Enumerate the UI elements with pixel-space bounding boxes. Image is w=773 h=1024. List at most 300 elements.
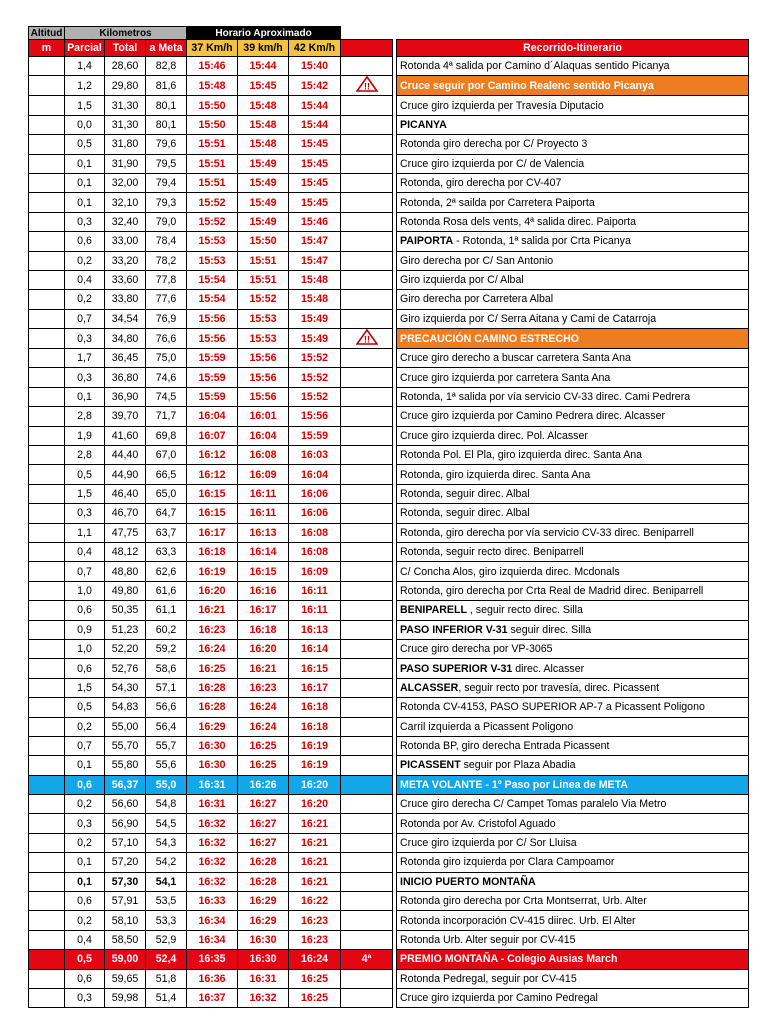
total-cell: 36,90 — [105, 387, 146, 406]
table-row — [29, 581, 749, 600]
table-row — [29, 969, 749, 988]
altitude-cell — [29, 717, 65, 736]
warning-cell — [341, 639, 393, 658]
warning-cell — [341, 911, 393, 930]
group-altitud: Altitud — [29, 27, 65, 40]
route-cell — [397, 96, 749, 115]
warning-cell — [341, 523, 393, 542]
total-cell: 57,30 — [105, 872, 146, 891]
route-text: Cruce giro izquierda direc. Pol. Alcasser — [400, 429, 588, 442]
time-39-cell: 15:53 — [238, 309, 289, 328]
parcial-cell: 0,2 — [65, 795, 105, 814]
meta-cell: 53,3 — [146, 911, 187, 930]
altitude-cell — [29, 57, 65, 76]
table-row — [29, 717, 749, 736]
warning-cell — [341, 795, 393, 814]
time-37-cell: 16:34 — [187, 911, 238, 930]
parcial-cell: 0,1 — [65, 173, 105, 192]
meta-cell: 54,5 — [146, 814, 187, 833]
time-39-cell: 16:32 — [238, 988, 289, 1007]
parcial-cell: 0,6 — [65, 232, 105, 251]
parcial-cell: 0,3 — [65, 814, 105, 833]
altitude-cell — [29, 775, 65, 794]
meta-cell: 57,1 — [146, 678, 187, 697]
route-cell — [397, 620, 749, 639]
warning-cell — [341, 736, 393, 755]
time-42-cell: 15:49 — [289, 309, 341, 328]
time-42-cell: 15:52 — [289, 349, 341, 368]
time-42-cell: 15:46 — [289, 212, 341, 231]
route-text: Rotonda, giro derecha por Crta Real de Madrid direc. Beniparrell — [400, 584, 704, 597]
time-37-cell: 16:33 — [187, 892, 238, 911]
route-highlight: PICANYA — [400, 118, 447, 131]
time-37-cell: 16:12 — [187, 465, 238, 484]
time-42-cell: 15:45 — [289, 154, 341, 173]
time-42-cell: 16:22 — [289, 892, 341, 911]
time-37-cell: 15:56 — [187, 329, 238, 349]
meta-cell: 51,4 — [146, 988, 187, 1007]
route-text: C/ Concha Alos, giro izquierda direc. Mcdonals — [400, 565, 620, 578]
total-cell: 56,90 — [105, 814, 146, 833]
time-37-cell: 16:15 — [187, 504, 238, 523]
time-39-cell: 15:56 — [238, 368, 289, 387]
time-39-cell: 15:56 — [238, 387, 289, 406]
parcial-cell: 0,9 — [65, 620, 105, 639]
route-cell — [397, 562, 749, 581]
table-row — [29, 988, 749, 1007]
route-text: Giro derecha por C/ San Antonio — [400, 254, 554, 267]
meta-cell: 63,3 — [146, 542, 187, 561]
route-cell — [397, 678, 749, 697]
parcial-cell: 1,9 — [65, 426, 105, 445]
warning-cell — [341, 212, 393, 231]
route-cell — [397, 270, 749, 289]
meta-cell: 66,5 — [146, 465, 187, 484]
route-cell — [397, 57, 749, 76]
parcial-cell: 0,5 — [65, 135, 105, 154]
time-42-cell: 16:14 — [289, 639, 341, 658]
table-row — [29, 678, 749, 697]
parcial-cell: 0,2 — [65, 911, 105, 930]
route-text: Rotonda giro izquierda por Clara Campoamor — [400, 856, 615, 869]
time-37-cell: 16:37 — [187, 988, 238, 1007]
route-text: Rotonda CV-4153, PASO SUPERIOR AP-7 a Picassent Poligono — [400, 701, 705, 714]
meta-cell: 55,7 — [146, 736, 187, 755]
parcial-cell: 0,6 — [65, 969, 105, 988]
altitude-cell — [29, 562, 65, 581]
route-text: direc. Alcasser — [512, 662, 585, 675]
time-37-cell: 15:53 — [187, 232, 238, 251]
time-37-cell: 16:21 — [187, 601, 238, 620]
time-39-cell: 15:49 — [238, 212, 289, 231]
time-42-cell: 16:13 — [289, 620, 341, 639]
route-text: Rotonda Rosa dels vents, 4ª salida direc. Paiporta — [400, 215, 636, 228]
route-text: Rotonda 4ª salida por Camino d´Alaquas sentido Picanya — [400, 60, 670, 73]
route-cell — [397, 212, 749, 231]
altitude-cell — [29, 309, 65, 328]
warning-cell — [341, 601, 393, 620]
parcial-cell: 0,1 — [65, 387, 105, 406]
altitude-cell — [29, 601, 65, 620]
time-37-cell: 15:59 — [187, 368, 238, 387]
time-39-cell: 16:11 — [238, 484, 289, 503]
altitude-cell — [29, 329, 65, 349]
route-text: Rotonda incorporación CV-415 diirec. Urb. El Alter — [400, 914, 636, 927]
warning-cell — [341, 562, 393, 581]
route-text: Cruce giro derecho a buscar carretera Santa Ana — [400, 352, 631, 365]
route-highlight: INICIO PUERTO MONTAÑA — [400, 875, 536, 888]
parcial-cell: 0,4 — [65, 930, 105, 949]
route-text: seguir por Plaza Abadia — [460, 759, 576, 772]
route-cell — [397, 775, 749, 794]
time-39-cell: 16:31 — [238, 969, 289, 988]
time-39-cell: 16:11 — [238, 504, 289, 523]
warning-cell — [341, 154, 393, 173]
table-row — [29, 368, 749, 387]
total-cell: 55,70 — [105, 736, 146, 755]
table-row — [29, 736, 749, 755]
altitude-cell — [29, 173, 65, 192]
route-highlight: BENIPARELL — [400, 604, 467, 617]
route-cell — [397, 601, 749, 620]
altitude-cell — [29, 212, 65, 231]
time-37-cell: 16:24 — [187, 639, 238, 658]
time-39-cell: 16:09 — [238, 465, 289, 484]
time-37-cell: 16:32 — [187, 814, 238, 833]
route-cell — [397, 523, 749, 542]
parcial-cell: 1,7 — [65, 349, 105, 368]
parcial-cell: 1,0 — [65, 581, 105, 600]
time-37-cell: 15:52 — [187, 212, 238, 231]
table-row — [29, 523, 749, 542]
route-highlight: PICASSENT — [400, 759, 461, 772]
route-text: , seguir recto por travesía, direc. Picassent — [458, 681, 660, 694]
route-cell — [397, 853, 749, 872]
altitude-cell — [29, 736, 65, 755]
time-39-cell: 16:15 — [238, 562, 289, 581]
warning-cell — [341, 969, 393, 988]
meta-cell: 53,5 — [146, 892, 187, 911]
total-cell: 57,20 — [105, 853, 146, 872]
meta-cell: 65,0 — [146, 484, 187, 503]
time-39-cell: 16:20 — [238, 639, 289, 658]
parcial-cell: 0,5 — [65, 465, 105, 484]
route-cell — [397, 484, 749, 503]
route-text: Rotonda, seguir recto direc. Beniparrell — [400, 546, 584, 559]
time-42-cell: 16:19 — [289, 756, 341, 775]
parcial-cell: 2,8 — [65, 446, 105, 465]
time-39-cell: 15:44 — [238, 57, 289, 76]
time-42-cell: 16:20 — [289, 795, 341, 814]
table-row — [29, 542, 749, 561]
total-cell: 52,76 — [105, 659, 146, 678]
time-37-cell: 15:52 — [187, 193, 238, 212]
total-cell: 36,80 — [105, 368, 146, 387]
time-42-cell: 15:56 — [289, 407, 341, 426]
time-42-cell: 16:21 — [289, 853, 341, 872]
group-kilometros: Kilometros — [65, 27, 187, 40]
meta-cell: 60,2 — [146, 620, 187, 639]
warning-cell — [341, 387, 393, 406]
total-cell: 31,30 — [105, 96, 146, 115]
parcial-cell: 0,0 — [65, 115, 105, 134]
meta-cell: 82,8 — [146, 57, 187, 76]
time-37-cell: 16:30 — [187, 736, 238, 755]
table-row — [29, 911, 749, 930]
route-cell — [397, 639, 749, 658]
itinerary-table — [28, 26, 749, 1008]
meta-cell: 59,2 — [146, 639, 187, 658]
altitude-cell — [29, 251, 65, 270]
parcial-cell: 1,5 — [65, 484, 105, 503]
route-text: META VOLANTE - 1º Paso por Linea de META — [400, 778, 628, 791]
route-cell — [397, 698, 749, 717]
col-meta: a Meta — [146, 40, 187, 57]
meta-cell: 61,1 — [146, 601, 187, 620]
time-42-cell: 16:04 — [289, 465, 341, 484]
time-39-cell: 15:48 — [238, 96, 289, 115]
parcial-cell: 0,1 — [65, 872, 105, 891]
parcial-cell: 0,2 — [65, 290, 105, 309]
route-cell — [397, 504, 749, 523]
route-text: Giro derecha por Carretera Albal — [400, 293, 554, 306]
time-42-cell: 16:11 — [289, 581, 341, 600]
total-cell: 59,00 — [105, 950, 146, 969]
route-cell — [397, 930, 749, 949]
time-42-cell: 16:17 — [289, 678, 341, 697]
warning-icon — [356, 336, 378, 348]
time-42-cell: 15:44 — [289, 115, 341, 134]
total-cell: 33,80 — [105, 290, 146, 309]
warning-cell — [341, 309, 393, 328]
meta-cell: 79,0 — [146, 212, 187, 231]
table-row — [29, 115, 749, 134]
parcial-cell: 0,3 — [65, 368, 105, 387]
time-37-cell: 16:19 — [187, 562, 238, 581]
meta-cell: 71,7 — [146, 407, 187, 426]
meta-cell: 79,3 — [146, 193, 187, 212]
time-37-cell: 16:32 — [187, 872, 238, 891]
warning-cell — [341, 96, 393, 115]
altitude-cell — [29, 659, 65, 678]
total-cell: 29,80 — [105, 76, 146, 96]
altitude-cell — [29, 678, 65, 697]
parcial-cell: 1,5 — [65, 678, 105, 697]
time-37-cell: 16:23 — [187, 620, 238, 639]
route-cell — [397, 154, 749, 173]
route-cell — [397, 950, 749, 969]
route-text: Rotonda por Av. Cristofol Aguado — [400, 817, 556, 830]
time-39-cell: 16:13 — [238, 523, 289, 542]
time-39-cell: 16:21 — [238, 659, 289, 678]
warning-cell — [341, 775, 393, 794]
route-text: Giro izquierda por C/ Serra Aitana y Cami de Catarroja — [400, 312, 657, 325]
altitude-cell — [29, 911, 65, 930]
time-37-cell: 15:53 — [187, 251, 238, 270]
time-39-cell: 15:48 — [238, 115, 289, 134]
time-39-cell: 15:51 — [238, 270, 289, 289]
parcial-cell: 0,1 — [65, 853, 105, 872]
time-37-cell: 16:17 — [187, 523, 238, 542]
total-cell: 54,30 — [105, 678, 146, 697]
time-37-cell: 15:50 — [187, 96, 238, 115]
total-cell: 58,10 — [105, 911, 146, 930]
warning-cell — [341, 290, 393, 309]
altitude-cell — [29, 698, 65, 717]
time-39-cell: 16:30 — [238, 930, 289, 949]
time-39-cell: 16:04 — [238, 426, 289, 445]
route-text: Rotonda Pol. El Pla, giro izquierda direc. Santa Ana — [400, 449, 643, 462]
table-row — [29, 329, 749, 349]
warning-icon — [356, 83, 378, 95]
time-39-cell: 16:17 — [238, 601, 289, 620]
time-42-cell: 16:23 — [289, 911, 341, 930]
route-text: Rotonda Pedregal, seguir por CV-415 — [400, 972, 577, 985]
parcial-cell: 0,6 — [65, 601, 105, 620]
total-cell: 48,80 — [105, 562, 146, 581]
time-39-cell: 16:01 — [238, 407, 289, 426]
total-cell: 33,20 — [105, 251, 146, 270]
altitude-cell — [29, 542, 65, 561]
itinerary-sheet — [28, 26, 748, 1008]
time-37-cell: 15:51 — [187, 173, 238, 192]
meta-cell: 56,6 — [146, 698, 187, 717]
table-row — [29, 562, 749, 581]
table-row — [29, 950, 749, 969]
total-cell: 56,37 — [105, 775, 146, 794]
total-cell: 44,40 — [105, 446, 146, 465]
route-text: Cruce seguir por Camino Realenc sentido Picanya — [400, 79, 654, 92]
altitude-cell — [29, 426, 65, 445]
meta-cell: 55,6 — [146, 756, 187, 775]
svg-text:!!: !! — [363, 81, 370, 92]
route-cell — [397, 717, 749, 736]
time-39-cell: 16:28 — [238, 853, 289, 872]
table-row — [29, 659, 749, 678]
total-cell: 56,60 — [105, 795, 146, 814]
time-42-cell: 16:06 — [289, 484, 341, 503]
time-42-cell: 15:45 — [289, 173, 341, 192]
time-39-cell: 16:08 — [238, 446, 289, 465]
time-37-cell: 16:34 — [187, 930, 238, 949]
warning-cell — [341, 484, 393, 503]
parcial-cell: 0,5 — [65, 950, 105, 969]
warning-cell — [341, 173, 393, 192]
altitude-cell — [29, 853, 65, 872]
parcial-cell: 0,5 — [65, 698, 105, 717]
warning-cell — [341, 892, 393, 911]
time-39-cell: 16:29 — [238, 892, 289, 911]
time-39-cell: 16:30 — [238, 950, 289, 969]
total-cell: 46,40 — [105, 484, 146, 503]
total-cell: 33,60 — [105, 270, 146, 289]
time-42-cell: 15:44 — [289, 96, 341, 115]
route-text: Cruce giro izquierda per Travesía Diputacio — [400, 99, 604, 112]
warning-cell — [341, 756, 393, 775]
table-row — [29, 930, 749, 949]
time-39-cell: 16:16 — [238, 581, 289, 600]
warning-cell — [341, 349, 393, 368]
time-39-cell: 15:50 — [238, 232, 289, 251]
altitude-cell — [29, 290, 65, 309]
total-cell: 32,40 — [105, 212, 146, 231]
meta-cell: 54,3 — [146, 833, 187, 852]
col-37: 37 Km/h — [187, 40, 238, 57]
route-cell — [397, 659, 749, 678]
total-cell: 32,10 — [105, 193, 146, 212]
route-text: Cruce giro izquierda por C/ Sor Lluisa — [400, 837, 577, 850]
time-37-cell: 15:50 — [187, 115, 238, 134]
warning-cell — [341, 988, 393, 1007]
time-37-cell: 16:36 — [187, 969, 238, 988]
time-42-cell: 16:15 — [289, 659, 341, 678]
warning-cell — [341, 270, 393, 289]
time-39-cell: 15:49 — [238, 154, 289, 173]
time-39-cell: 16:27 — [238, 833, 289, 852]
warning-cell — [341, 465, 393, 484]
time-42-cell: 16:08 — [289, 523, 341, 542]
route-cell — [397, 309, 749, 328]
time-37-cell: 16:28 — [187, 678, 238, 697]
warning-cell — [341, 232, 393, 251]
altitude-cell — [29, 969, 65, 988]
time-37-cell: 16:18 — [187, 542, 238, 561]
warning-cell — [341, 717, 393, 736]
route-cell — [397, 736, 749, 755]
altitude-cell — [29, 349, 65, 368]
altitude-cell — [29, 465, 65, 484]
time-42-cell: 16:21 — [289, 814, 341, 833]
time-37-cell: 16:20 — [187, 581, 238, 600]
warning-cell — [341, 698, 393, 717]
route-text: Cruce giro izquierda por carretera Santa Ana — [400, 371, 611, 384]
altitude-cell — [29, 930, 65, 949]
route-cell — [397, 969, 749, 988]
table-row — [29, 698, 749, 717]
time-37-cell: 15:46 — [187, 57, 238, 76]
warning-cell — [341, 504, 393, 523]
meta-cell: 58,6 — [146, 659, 187, 678]
total-cell: 55,80 — [105, 756, 146, 775]
total-cell: 57,10 — [105, 833, 146, 852]
meta-cell: 54,8 — [146, 795, 187, 814]
time-39-cell: 15:45 — [238, 76, 289, 96]
time-39-cell: 16:28 — [238, 872, 289, 891]
altitude-cell — [29, 115, 65, 134]
time-42-cell: 16:08 — [289, 542, 341, 561]
col-39: 39 km/h — [238, 40, 289, 57]
meta-cell: 55,0 — [146, 775, 187, 794]
route-cell — [397, 756, 749, 775]
time-42-cell: 16:06 — [289, 504, 341, 523]
meta-cell: 75,0 — [146, 349, 187, 368]
time-42-cell: 16:18 — [289, 698, 341, 717]
parcial-cell: 0,2 — [65, 717, 105, 736]
route-text: Rotonda Urb. Alter seguir por CV-415 — [400, 933, 576, 946]
table-row — [29, 426, 749, 445]
warning-cell — [341, 426, 393, 445]
route-cell — [397, 814, 749, 833]
time-39-cell: 15:53 — [238, 329, 289, 349]
altitude-cell — [29, 892, 65, 911]
time-37-cell: 16:25 — [187, 659, 238, 678]
route-cell — [397, 795, 749, 814]
total-cell: 34,54 — [105, 309, 146, 328]
altitude-cell — [29, 76, 65, 96]
time-39-cell: 16:18 — [238, 620, 289, 639]
altitude-cell — [29, 872, 65, 891]
table-row — [29, 601, 749, 620]
